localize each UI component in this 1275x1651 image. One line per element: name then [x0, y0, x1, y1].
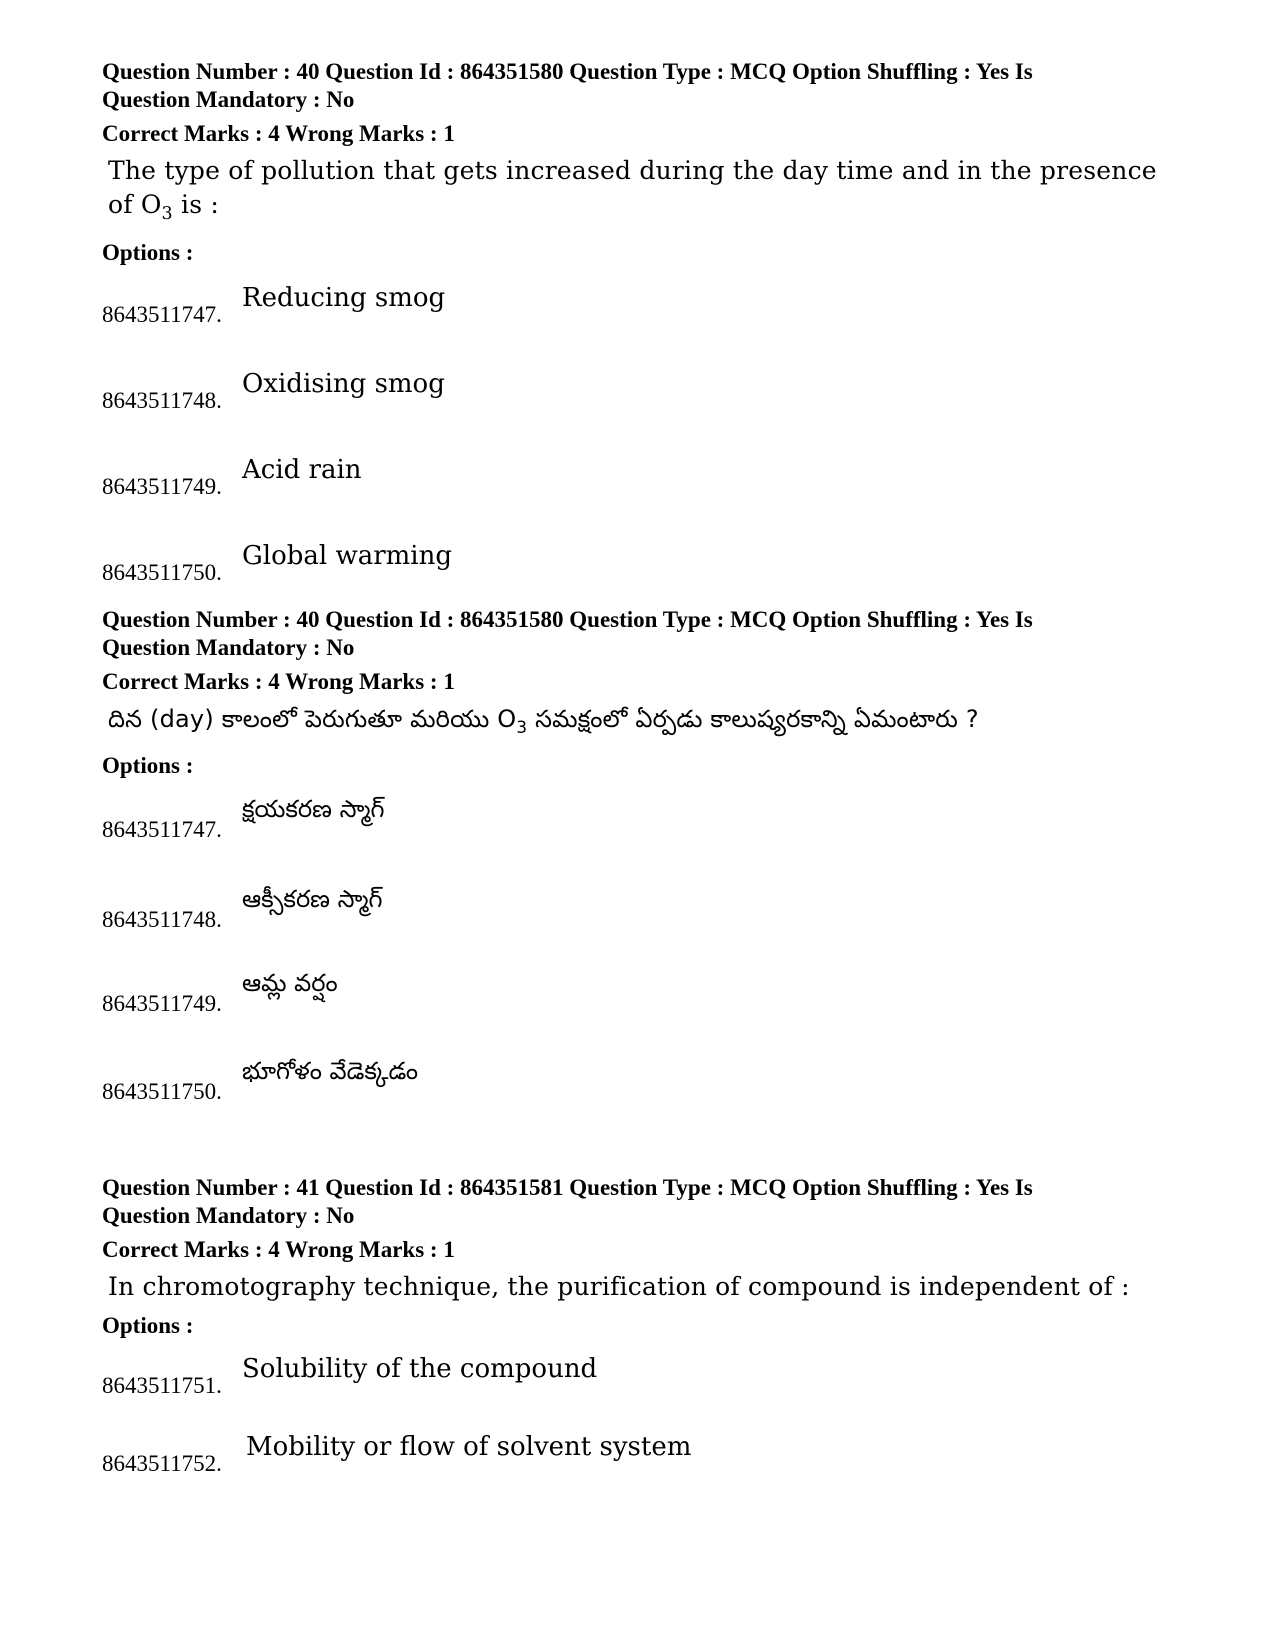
option-number: 8643511751.: [102, 1373, 222, 1398]
option-number: 8643511747.: [102, 302, 222, 327]
question-mandatory: Question Mandatory : No: [102, 635, 355, 660]
options-label: Options :: [102, 1313, 194, 1338]
question-block-41-english: [102, 1174, 1182, 1514]
option-item: [102, 1350, 1182, 1428]
option-text: ఆక్సీకరణ స్మాగ్: [242, 884, 383, 913]
option-number: 8643511748.: [102, 388, 222, 413]
option-item: [102, 884, 1182, 968]
option-number: 8643511749.: [102, 474, 222, 499]
option-number: 8643511747.: [102, 816, 222, 842]
option-number: 8643511752.: [102, 1451, 222, 1476]
question-mandatory: Question Mandatory : No: [102, 87, 355, 112]
question-text: In chromotography technique, the purification of compound is independent of :: [108, 1272, 1130, 1301]
options-label: Options :: [102, 240, 194, 265]
option-item: [102, 451, 1182, 537]
options-label: Options :: [102, 752, 194, 778]
option-text: Reducing smog: [242, 283, 446, 313]
option-text: Acid rain: [242, 455, 362, 485]
option-number: 8643511749.: [102, 990, 222, 1016]
option-text: Mobility or flow of solvent system: [246, 1432, 692, 1462]
option-item: [102, 1428, 1182, 1514]
option-item: [102, 1056, 1182, 1142]
option-text: Solubility of the compound: [242, 1354, 598, 1384]
option-text: ఆమ్ల వర్షం: [242, 968, 338, 997]
question-text: The type of pollution that gets increased during the day time and in the presence of $O_3$ is :: [108, 156, 1157, 224]
option-item: [102, 365, 1182, 451]
option-text: Global warming: [242, 541, 453, 571]
question-meta: Question Number : 40 Question Id : 864351580 Question Type : MCQ Option Shuffling : Yes Is: [102, 607, 1033, 632]
question-meta: Question Number : 40 Question Id : 864351580 Question Type : MCQ Option Shuffling : Yes Is: [102, 59, 1033, 84]
option-number: 8643511750.: [102, 560, 222, 585]
question-marks: Correct Marks : 4 Wrong Marks : 1: [102, 669, 455, 694]
question-marks: Correct Marks : 4 Wrong Marks : 1: [102, 121, 455, 146]
question-text: దిన (day) కాలంలో పెరుగుతూ మరియు $O_3$ సమక్షంలో ఏర్పడు కాలుష్యరకాన్ని ఏమంటారు ?: [108, 705, 979, 737]
option-text: భూగోళం వేడెక్కడం: [242, 1056, 419, 1085]
option-item: [102, 794, 1182, 884]
option-text: Oxidising smog: [242, 369, 445, 399]
question-block-40-telugu: [102, 606, 1182, 1142]
option-item: [102, 968, 1182, 1056]
option-number: 8643511750.: [102, 1078, 222, 1104]
question-mandatory: Question Mandatory : No: [102, 1203, 355, 1228]
question-meta: Question Number : 41 Question Id : 864351581 Question Type : MCQ Option Shuffling : Yes Is: [102, 1175, 1033, 1200]
option-item: [102, 279, 1182, 365]
question-marks: Correct Marks : 4 Wrong Marks : 1: [102, 1237, 455, 1262]
option-text: క్షయకరణ స్మాగ్: [242, 794, 385, 823]
question-block-40-english: [102, 58, 1182, 623]
option-number: 8643511748.: [102, 906, 222, 932]
